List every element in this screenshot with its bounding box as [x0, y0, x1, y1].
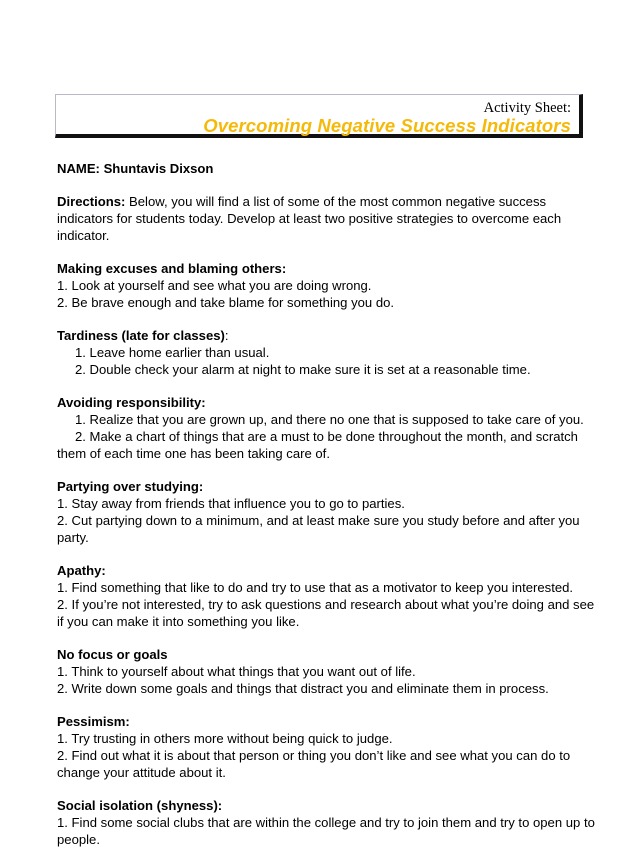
section-title: Pessimism:: [57, 714, 130, 729]
list-item: 1. Leave home earlier than usual.: [75, 345, 270, 360]
list-item: 2. Find out what it is about that person or thing you don’t like and see what you can do to change your attitude about it.: [57, 748, 571, 780]
header-box: [55, 94, 583, 138]
list-item: 2. Cut partying down to a minimum, and at least make sure you study before and after you party.: [57, 513, 580, 545]
list-item: 2. If you’re not interested, try to ask questions and research about what you’re doing and see if you can make it into something you like.: [57, 597, 595, 629]
list-item: 2. Write down some goals and things that distract you and eliminate them in process.: [57, 681, 549, 696]
section-apathy: [57, 562, 597, 630]
name-label: NAME:: [57, 161, 100, 176]
name-value: Shuntavis Dixson: [103, 161, 214, 176]
list-item-continuation: them of each time one has been taking care of.: [57, 446, 330, 461]
list-item: 1. Think to yourself about what things that you want out of life.: [57, 664, 416, 679]
section-pessimism: [57, 713, 597, 781]
section-title-suffix: :: [224, 328, 229, 343]
section-title: Social isolation (shyness):: [57, 798, 223, 813]
directions: [57, 193, 597, 244]
section-title: Apathy:: [57, 563, 106, 578]
section-title-line: [57, 327, 597, 344]
section-tardiness: [57, 327, 597, 378]
directions-text: Below, you will find a list of some of the most common negative success indicators for students today. Develop at least two positive strategies to overcome each indicator.: [57, 194, 562, 243]
list-item: 1. Look at yourself and see what you are doing wrong.: [57, 278, 372, 293]
section-partying: [57, 478, 597, 546]
section-title: No focus or goals: [57, 647, 168, 662]
section-title: Partying over studying:: [57, 479, 204, 494]
section-no-focus: [57, 646, 597, 697]
section-social-isolation: [57, 797, 597, 848]
section-title: Making excuses and blaming others:: [57, 261, 287, 276]
section-excuses: [57, 260, 597, 311]
section-title: Tardiness (late for classes): [57, 328, 225, 343]
name-line: [57, 160, 597, 177]
section-responsibility: [57, 394, 597, 462]
list-item: 1. Try trusting in others more without being quick to judge.: [57, 731, 393, 746]
list-item: 1. Find some social clubs that are within the college and try to join them and try to open up to people.: [57, 815, 595, 847]
list-item: 1. Realize that you are grown up, and there no one that is supposed to take care of you.: [75, 412, 584, 427]
directions-label: Directions:: [57, 194, 126, 209]
list-item: 2. Make a chart of things that are a must to be done throughout the month, and scratch: [75, 429, 578, 444]
list-item: 1. Stay away from friends that influence you to go to parties.: [57, 496, 405, 511]
list-item: 1. Find something that like to do and try to use that as a motivator to keep you interested.: [57, 580, 574, 595]
page-title: Overcoming Negative Success Indicators: [203, 115, 571, 136]
activity-sheet-label: Activity Sheet:: [483, 100, 571, 116]
document-body: [57, 160, 597, 864]
list-item: 2. Double check your alarm at night to make sure it is set at a reasonable time.: [75, 362, 531, 377]
list-item: 2. Be brave enough and take blame for something you do.: [57, 295, 395, 310]
section-title: Avoiding responsibility:: [57, 395, 206, 410]
